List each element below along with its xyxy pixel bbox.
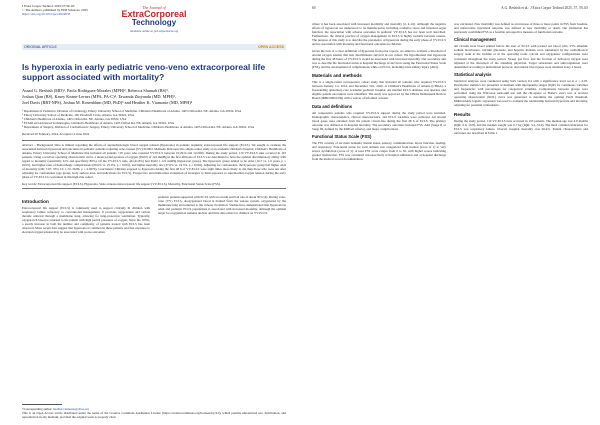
license-text: This is an Open Access article distributed under the terms of the Creative Commons Attribution License (https://creativecommons.org/licenses/by/4.0), which permits unrestricted use, distribution, and reproduction in any medium, provided the original work is properly cited.: [22, 410, 286, 419]
section-heading: Materials and methods: [312, 73, 362, 79]
subsection-heading: Functional Status Scale (FSS): [312, 133, 372, 139]
logo-subname: Technology: [131, 18, 177, 27]
footnote: [22, 402, 286, 419]
authors-line: Asaad G. Beshish (MD)¹, Paola Rodriguez-Morales (MPH)², Rebecca Shamah (BS)³,: [22, 88, 169, 93]
page-2: [300, 0, 600, 425]
keywords: Key words: Extracorporeal life support (ECLS), Hyperoxia, Veno-venous extracorporeal life support (VV-ECLS), Mortality, Functional Status Scale (FSS).: [22, 181, 221, 186]
affiliation: ⁴ ECMO and Advanced Technologies, Children's Healthcare of Atlanta, 1405 Clifton Rd. NE, Atlanta, GA 30322, USA: [22, 120, 175, 125]
journal-logo: [114, 5, 194, 33]
intro-column-left: [22, 195, 150, 235]
affiliation: ⁵ Department of Surgery, Division of Cardiothoracic Surgery, Emory University School of Medicine, Children's Healthcare of Atlanta, 1405 Clifton Rd. NE, Atlanta, GA 30322, USA: [22, 124, 255, 129]
running-header: [312, 6, 588, 10]
received-dates: Received 20 February, 2024, Accepted 12 June 2024: [22, 131, 90, 136]
paragraph: pediatric patients supported with ECLS with an overall survival rate of about 50% [4]. During veno-veno (VV) ECLS, deoxygenated blood is drained from the venous system, oxygenated by the membrane lung and returned to the venous circulation. Studies have demonstrated that hyperoxia in adult and pediatric ECLS populations is associated with increased mortality, although the optimal target for oxygenation remains unclear and little data exists for children on VV-ECLS.: [158, 194, 286, 216]
corr-label: *Corresponding author:: [22, 406, 53, 411]
journal-header: [22, 4, 286, 44]
journal-info: [22, 4, 92, 17]
paragraph: Statistical analyses were conducted using SAS version 9.4 with a significance level set at α = 0.05. Descriptive statistics are presented as medians with interquartile ranges (IQR) for continuous variables and frequencies with percentages for categorical variables. Comparisons between groups were performed using the Wilcoxon rank-sum test and the chi-square or Fisher's exact test. A receiver operating characteristic (ROC) curve was generated to determine the optimal PaO2 threshold. Multivariable logistic regression was used to evaluate the relationship between hyperoxia and mortality, adjusting for potential confounders.: [454, 78, 588, 108]
article-type-bar: [22, 44, 286, 50]
paragraph: Given the lack of a clear definition of hyperoxia from prior reports, we aimed to evaluate a threshold of arterial oxygen tension that best discriminates survival in our cohort. We hypothesized that hyperoxia during the first 48 hours of VV-ECLS would be associated with increased mortality. Our secondary aim was to describe the functional status at hospital discharge of survivors using the Functional Status Scale (FSS), and the development of complications while on ECLS, including acute kidney injury (AKI).: [312, 48, 446, 69]
section-heading: Results: [454, 111, 471, 117]
affiliations: [22, 109, 286, 129]
intro-column-right: [158, 195, 286, 235]
article-type: ORIGINAL ARTICLE: [24, 45, 57, 49]
subsection-heading: Data and definitions: [312, 103, 353, 109]
body-columns: [312, 22, 588, 163]
affiliation: ¹ Department of Pediatrics, Division of Cardiology, Emory University School of Medicine, Children's Healthcare of Atlanta, 1405 Clifton Rd. NE, Atlanta, GA 30322, USA: [22, 108, 242, 113]
abstract-text: Abstract – Background: Data is limited regarding the effects of supraphysiologic blood oxygen tension (hyperoxia) in patients requiring extracorporeal life support (ECLS). We sought to evaluate the association between hyperoxia and outcomes in pediatric patients requiring veno-venous (VV) ECMO. Methods: Retrospective single-center study at an academic children's hospital, Children's Healthcare of Atlanta, Emory University School of Medicine that included all patients <18 years who required VV-ECLS between 01/2014 and 12/2020. During the study period, 110 VV-ECLS runs occurred in 103 patients. Using a receiver operating characteristic curve, a mean partial pressure of oxygen (PaO2) of 122 mmHg in the first 48 hours of ECLS was determined to have the optimal discriminatory ability with regard to mortality (sensitivity 61% and specificity 80%). Of the VV-ECLS runs, 46 (41.8%) had PaO2 ≥ 122 mmHg (hyperoxic group). The hyperoxic group tended to be older (10.7 vs. 1.6 years, p = 0.001), had higher rates of hemorrhagic complications (69.6% vs. 25.0%, p = 0.001), and higher mortality rate (37.9% vs. 19.3%, p = 0.002). Adjusting for confounders, the hyperoxic group had higher odds of mortality (OR: 7.97, 95% CI: 1.72–36.86, p = 0.0079). Conclusion: Children exposed to hyperoxia during the first 48 h of VV-ECLS were eight times more likely to die than those who were not after adjusting for confounders (age group, body surface area, and indications for ECLS). Prospective and multicenter evaluation of strategies to limit exposure to supranormal oxygen tension during the early phase of VV-ECLS is warranted in this high-risk cohort.: [22, 142, 286, 180]
paragraph: Extracorporeal life support (ECLS) is commonly used to support critically ill children with respiratory failure refractory to conventional management. It provides oxygenation and carbon dioxide removal through a membrane lung, allowing for lung-protective ventilation. Typically, oxygen-rich blood is returned to the patient with high partial pressures of oxygen. Since the 1970s, a steady increase in both the number and complexity of patients treated with ECLS has been observed. More recent data suggest that hyperoxia is common in these patients and that exposure to elevated oxygen tension may be associated with worse outcomes.: [22, 205, 150, 235]
authors-line: Joshua Qian (BS), Kasey Keane-Lerner (MPA, PA-C)⁴, Tawanda Zinyandu (MD, MPH)⁵,: [22, 94, 176, 100]
affiliation: ² Emory University School of Medicine, 100 Woodruff Circle, Atlanta, GA 30322, USA: [22, 112, 135, 117]
page-number: 60: [312, 6, 316, 10]
available-label: Available online at:: [129, 29, 154, 33]
column-right: [454, 22, 588, 163]
paragraph: All circuits were blood primed before the start of ECLS with packed red blood cells, 25% albumin, sodium bicarbonate, calcium gluconate, and heparin. Patients were cannulated by the cardiothoracic surgery team at the bedside or in the operating room. Circuit and oxygenator configurations were consistent throughout the study period. Sweep gas flow and the fraction of delivered oxygen were adjusted at the discretion of the attending physician. Target saturations and anticoagulation were determined according to institutional protocol, and arterial blood gases were obtained every 4 hours.: [454, 44, 588, 69]
authors-line: Joel Davis (RRT-NPS), Joshua M. Rosenblum (MD, PhD)⁶ and Heather K. Viamonte (MD, MPH)⁶: [22, 100, 193, 106]
affiliation: ³ Children's Healthcare of Atlanta, 1405 Clifton Rd. NE, Atlanta, GA 30322, USA: [22, 116, 127, 121]
copyright: © The Authors, published by EDP Sciences, 2025: [22, 8, 88, 13]
logo-top: The Journal of: [142, 5, 166, 10]
paper-title: Is hyperoxia in early pediatric veno-veno extracorporeal life support associated with mortality?: [22, 62, 266, 82]
abstract-box: [22, 140, 286, 189]
available-line: [114, 29, 194, 33]
footnote-rule: [22, 404, 62, 405]
subsection-heading: Statistical analysis: [454, 71, 492, 77]
journal-citation: J Extra Corpor Technol. 2025;57:59–65: [22, 4, 75, 8]
paragraph: All consecutive patients who required VV-ECLS support during the study period were included. Demographic characteristics, clinical characteristics, and ECLS variables were collected. All arterial blood gases were obtained from the patient circuit-free during the first 48 h of ECLS. The primary outcome was defined as in-hospital mortality. The secondary outcomes included FSS, AKI (Stage II or Stage III, defined by the KDIGO criteria), and major complications.: [312, 110, 446, 131]
open-access-badge: OPEN ACCESS: [257, 45, 284, 49]
author-list: [22, 88, 286, 107]
section-heading: Introduction: [22, 198, 49, 204]
paragraph: The FSS consists of six main domains: mental status, sensory, communication, motor function, feeding, and respiratory. Functional status for each domain was categorized from normal (score of 1) to very severe dysfunction (score of 5). A total FSS score ranges from 6 to 30, with higher scores indicating greater dysfunction. FSS was calculated retrospectively at hospital admission and at hospital discharge from the medical record documentation.: [312, 140, 446, 162]
email-link[interactable]: heather.viamonte@choa.org: [53, 406, 89, 411]
doi-link[interactable]: https://doi.org/10.1051/ject/2024033: [22, 12, 71, 17]
paragraph: During the study period, 110 VV-ECLS runs occurred in 103 patients. The median age was 4.9 months (IQR: 0.0, 10.8), and the median weight was 6.7 kg (IQR: 3.4, 33.0). The most common indication for ECLS was respiratory failure. Overall, hospital mortality was 26.4%. Patient characteristics and outcomes are described in Table 1.: [454, 118, 588, 135]
subsection-heading: Clinical management: [454, 37, 496, 43]
intro-section: [22, 195, 286, 235]
column-left: [312, 22, 446, 163]
paragraph: was calculated. New morbidity was defined as an increase of three or more points in FSS from baseline, and unfavorable functional outcome was defined as new morbidity or death. Our institution has previously established FSS as a feasible retrospective measure of functional outcome.: [454, 22, 588, 35]
paragraph: This is a single-center retrospective cohort study that included all patients who required VV-ECLS between January 1st, 2014, and December 31st, 2020, at Children's Healthcare of Atlanta (CHOA), a freestanding quaternary-care academic pediatric hospital. An internal ECLS database was queried, and eligible patient encounters were identified. The study was approved by the CHOA Institutional Review Board (IRB# 00001239) with a waiver of informed consent.: [312, 80, 446, 101]
running-head: A.G. Beshish et al.: J Extra Corpor Technol 2025, 57, 59–65: [501, 6, 588, 10]
logo-name: ExtraCorporeal: [121, 9, 187, 19]
paragraph: where it has been associated with increased morbidity and mortality [2, 4–16]. Although the negative effects of hyperoxia are understood to be multifactorial, including oxidative stress and impaired organ function, the association with adverse outcomes in pediatric VV-ECLS has not been well described. Furthermore, the clinical practice of oxygen management in ECLS is highly variable between centers. The purpose of this study is to describe the prevalence of hyperoxia during the early phase of VV-ECLS and its association with mortality and functional outcomes in children.: [312, 22, 446, 47]
site-url[interactable]: ject.edpsciences.org: [154, 29, 179, 33]
